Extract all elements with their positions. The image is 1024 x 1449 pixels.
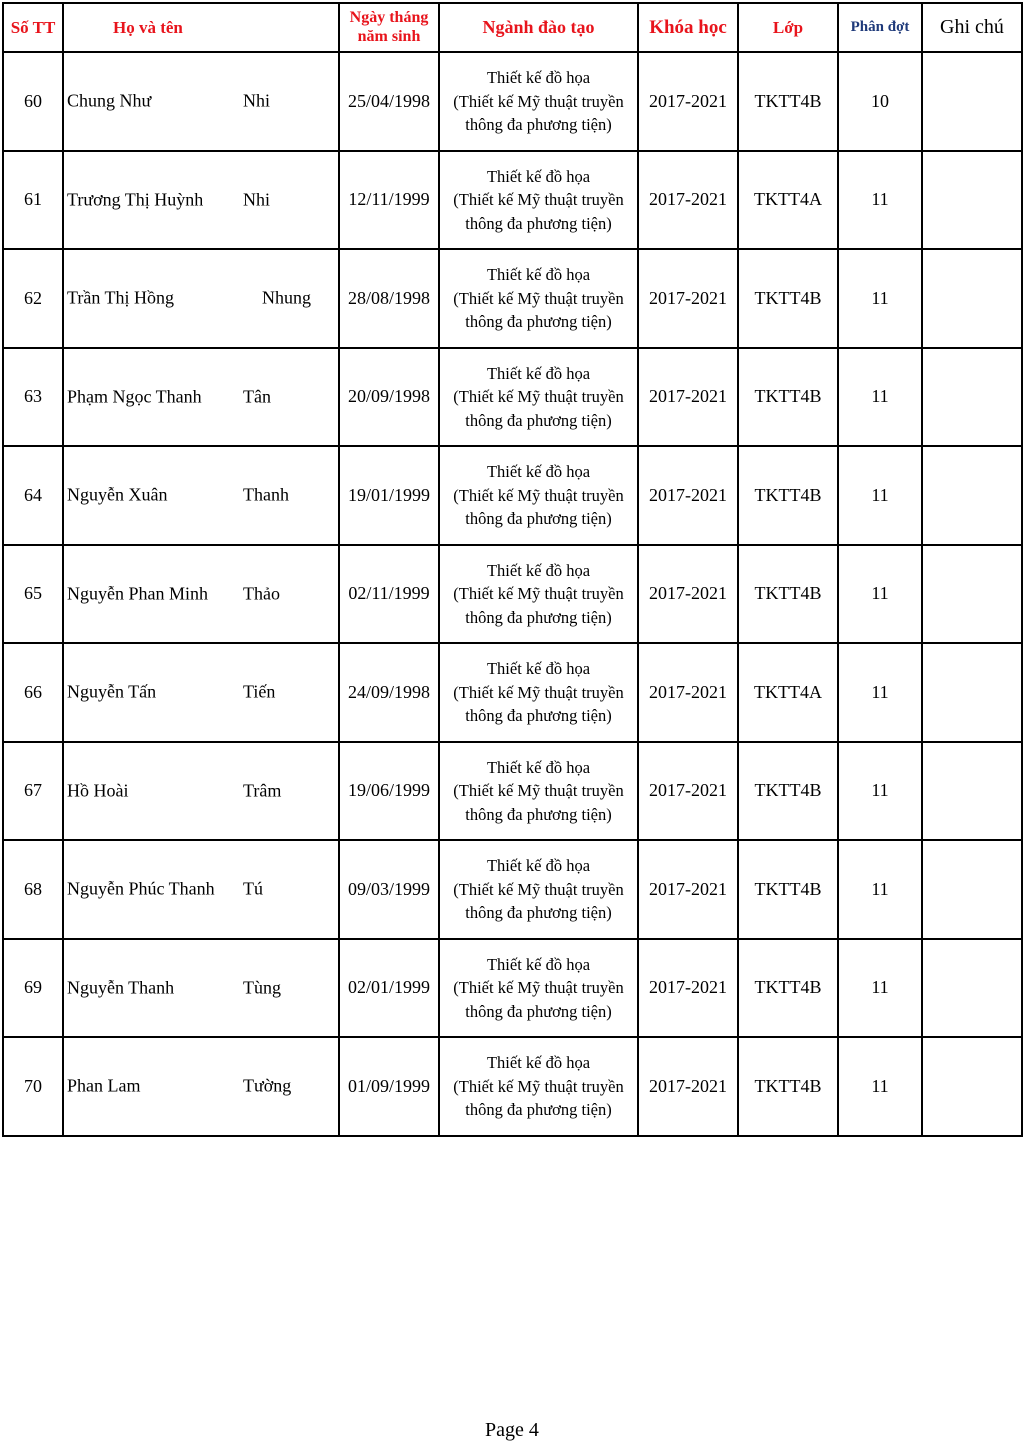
family-name: Tân xyxy=(243,386,271,407)
major-line2: (Thiết kế Mỹ thuật truyền xyxy=(453,879,624,899)
cell-major xyxy=(439,348,638,447)
cell-course: 2017-2021 xyxy=(638,840,738,939)
cell-stt: 61 xyxy=(3,151,63,250)
cell-batch: 11 xyxy=(838,446,922,545)
table-body xyxy=(3,52,1022,1136)
given-name: Chung Như xyxy=(67,90,152,111)
major-line1: Thiết kế đồ họa xyxy=(486,856,591,875)
cell-major xyxy=(439,545,638,644)
cell-class: TKTT4B xyxy=(738,52,838,151)
cell-batch: 11 xyxy=(838,151,922,250)
cell-course: 2017-2021 xyxy=(638,1037,738,1136)
header-course: Khóa học xyxy=(638,3,738,52)
major-line1: Thiết kế đồ họa xyxy=(486,954,591,974)
cell-note xyxy=(922,249,1022,348)
cell-class: TKTT4A xyxy=(738,151,838,250)
major-line1: Thiết kế đồ họa xyxy=(486,265,591,284)
table-row xyxy=(3,151,1022,250)
header-name: Họ và tên xyxy=(63,3,339,52)
given-name: Phạm Ngọc Thanh xyxy=(67,386,202,407)
table-row xyxy=(3,52,1022,151)
cell-major xyxy=(439,742,638,841)
cell-batch: 11 xyxy=(838,840,922,939)
cell-stt: 66 xyxy=(3,643,63,742)
cell-stt: 63 xyxy=(3,348,63,447)
cell-dob: 19/01/1999 xyxy=(339,446,439,545)
header-stt: Số TT xyxy=(3,3,63,52)
major-line1: Thiết kế đồ họa xyxy=(486,462,591,481)
cell-class: TKTT4B xyxy=(738,249,838,348)
header-batch: Phân đợt xyxy=(838,3,922,52)
cell-full-name xyxy=(63,643,339,742)
major-line3: thông đa phương tiện) xyxy=(465,607,612,627)
cell-stt: 65 xyxy=(3,545,63,644)
cell-stt: 68 xyxy=(3,840,63,939)
major-line3: thông đa phương tiện) xyxy=(465,903,612,922)
major-line3: thông đa phương tiện) xyxy=(465,115,612,134)
family-name: Trâm xyxy=(243,780,282,801)
major-line1: Thiết kế đồ họa xyxy=(486,363,591,383)
cell-course: 2017-2021 xyxy=(638,545,738,644)
table-header xyxy=(3,3,1022,52)
table-row xyxy=(3,249,1022,348)
major-line2: (Thiết kế Mỹ thuật truyền xyxy=(453,978,624,997)
cell-dob: 28/08/1998 xyxy=(339,249,439,348)
cell-note xyxy=(922,840,1022,939)
cell-batch: 11 xyxy=(838,1037,922,1136)
cell-course: 2017-2021 xyxy=(638,249,738,348)
cell-stt: 70 xyxy=(3,1037,63,1136)
cell-major xyxy=(439,840,638,939)
given-name: Nguyễn Xuân xyxy=(67,484,168,505)
cell-full-name xyxy=(63,52,339,151)
cell-batch: 11 xyxy=(838,643,922,742)
page-number: Page 4 xyxy=(485,1419,539,1441)
table-row xyxy=(3,545,1022,644)
major-line1: Thiết kế đồ họa xyxy=(486,1053,591,1072)
cell-dob: 09/03/1999 xyxy=(339,840,439,939)
major-line1: Thiết kế đồ họa xyxy=(486,560,591,580)
major-line1: Thiết kế đồ họa xyxy=(486,166,591,186)
cell-dob: 24/09/1998 xyxy=(339,643,439,742)
major-line2: (Thiết kế Mỹ thuật truyền xyxy=(453,682,624,702)
cell-course: 2017-2021 xyxy=(638,742,738,841)
cell-full-name xyxy=(63,348,339,447)
major-line1: Thiết kế đồ họa xyxy=(486,68,591,87)
major-line3: thông đa phương tiện) xyxy=(465,804,612,824)
cell-stt: 62 xyxy=(3,249,63,348)
given-name: Phan Lam xyxy=(67,1075,141,1096)
table-row xyxy=(3,742,1022,841)
cell-full-name xyxy=(63,939,339,1038)
major-line2: (Thiết kế Mỹ thuật truyền xyxy=(453,485,624,505)
given-name: Trương Thị Huỳnh xyxy=(67,189,204,210)
cell-class: TKTT4B xyxy=(738,1037,838,1136)
header-dob-line2: năm sinh xyxy=(357,27,421,45)
cell-major xyxy=(439,446,638,545)
cell-dob: 19/06/1999 xyxy=(339,742,439,841)
major-line3: thông đa phương tiện) xyxy=(465,410,612,430)
cell-class: TKTT4B xyxy=(738,742,838,841)
cell-dob: 01/09/1999 xyxy=(339,1037,439,1136)
family-name: Tường xyxy=(243,1075,292,1096)
major-line3: thông đa phương tiện) xyxy=(465,509,612,528)
cell-class: TKTT4B xyxy=(738,545,838,644)
cell-batch: 11 xyxy=(838,545,922,644)
family-name: Tiến xyxy=(243,681,276,702)
cell-batch: 11 xyxy=(838,742,922,841)
cell-major xyxy=(439,939,638,1038)
major-line2: (Thiết kế Mỹ thuật truyền xyxy=(453,387,624,406)
cell-major xyxy=(439,151,638,250)
cell-class: TKTT4B xyxy=(738,939,838,1038)
cell-full-name xyxy=(63,840,339,939)
family-name: Tú xyxy=(243,878,263,899)
major-line2: (Thiết kế Mỹ thuật truyền xyxy=(453,584,624,603)
cell-major xyxy=(439,1037,638,1136)
cell-major xyxy=(439,249,638,348)
cell-course: 2017-2021 xyxy=(638,151,738,250)
major-line1: Thiết kế đồ họa xyxy=(486,757,591,777)
cell-full-name xyxy=(63,742,339,841)
cell-dob: 02/11/1999 xyxy=(339,545,439,644)
major-line3: thông đa phương tiện) xyxy=(465,213,612,233)
family-name: Nhung xyxy=(262,287,311,308)
cell-stt: 69 xyxy=(3,939,63,1038)
cell-course: 2017-2021 xyxy=(638,939,738,1038)
cell-stt: 64 xyxy=(3,446,63,545)
cell-dob: 20/09/1998 xyxy=(339,348,439,447)
family-name: Tùng xyxy=(243,977,281,998)
major-line2: (Thiết kế Mỹ thuật truyền xyxy=(453,91,624,111)
given-name: Trần Thị Hồng xyxy=(67,287,175,308)
major-line3: thông đa phương tiện) xyxy=(465,706,612,725)
table-row xyxy=(3,939,1022,1038)
major-line2: (Thiết kế Mỹ thuật truyền xyxy=(453,1076,624,1096)
table-row xyxy=(3,643,1022,742)
cell-batch: 11 xyxy=(838,348,922,447)
cell-dob: 12/11/1999 xyxy=(339,151,439,250)
cell-full-name xyxy=(63,151,339,250)
family-name: Thảo xyxy=(243,583,280,604)
major-line2: (Thiết kế Mỹ thuật truyền xyxy=(453,781,624,800)
cell-batch: 11 xyxy=(838,939,922,1038)
student-roster-table xyxy=(2,2,1023,1137)
cell-note xyxy=(922,742,1022,841)
cell-note xyxy=(922,52,1022,151)
header-dob xyxy=(339,3,439,52)
cell-major xyxy=(439,643,638,742)
cell-note xyxy=(922,1037,1022,1136)
cell-note xyxy=(922,643,1022,742)
cell-note xyxy=(922,939,1022,1038)
family-name: Nhi xyxy=(243,189,270,210)
table-row xyxy=(3,1037,1022,1136)
given-name: Nguyễn Tấn xyxy=(67,681,157,702)
header-row xyxy=(3,3,1022,52)
cell-batch: 10 xyxy=(838,52,922,151)
cell-note xyxy=(922,348,1022,447)
table-row xyxy=(3,348,1022,447)
cell-dob: 25/04/1998 xyxy=(339,52,439,151)
cell-class: TKTT4B xyxy=(738,348,838,447)
cell-full-name xyxy=(63,545,339,644)
cell-full-name xyxy=(63,1037,339,1136)
cell-class: TKTT4B xyxy=(738,840,838,939)
cell-note xyxy=(922,545,1022,644)
given-name: Hồ Hoài xyxy=(67,780,129,801)
cell-dob: 02/01/1999 xyxy=(339,939,439,1038)
cell-course: 2017-2021 xyxy=(638,446,738,545)
major-line3: thông đa phương tiện) xyxy=(465,312,612,331)
header-major: Ngành đào tạo xyxy=(439,3,638,52)
cell-full-name xyxy=(63,249,339,348)
cell-batch: 11 xyxy=(838,249,922,348)
family-name: Thanh xyxy=(243,484,289,505)
cell-course: 2017-2021 xyxy=(638,348,738,447)
cell-major xyxy=(439,52,638,151)
given-name: Nguyễn Phan Minh xyxy=(67,583,208,604)
cell-note xyxy=(922,151,1022,250)
given-name: Nguyễn Thanh xyxy=(67,977,175,998)
cell-course: 2017-2021 xyxy=(638,52,738,151)
table-row xyxy=(3,840,1022,939)
major-line3: thông đa phương tiện) xyxy=(465,1001,612,1021)
major-line1: Thiết kế đồ họa xyxy=(486,659,591,678)
cell-stt: 60 xyxy=(3,52,63,151)
cell-full-name xyxy=(63,446,339,545)
header-dob-line1: Ngày tháng xyxy=(349,9,429,27)
table-row xyxy=(3,446,1022,545)
major-line2: (Thiết kế Mỹ thuật truyền xyxy=(453,190,624,209)
header-note: Ghi chú xyxy=(922,3,1022,52)
given-name: Nguyễn Phúc Thanh xyxy=(67,878,215,899)
major-line3: thông đa phương tiện) xyxy=(465,1100,612,1119)
cell-class: TKTT4A xyxy=(738,643,838,742)
cell-stt: 67 xyxy=(3,742,63,841)
major-line2: (Thiết kế Mỹ thuật truyền xyxy=(453,288,624,308)
cell-note xyxy=(922,446,1022,545)
cell-course: 2017-2021 xyxy=(638,643,738,742)
header-class: Lớp xyxy=(738,3,838,52)
cell-class: TKTT4B xyxy=(738,446,838,545)
family-name: Nhi xyxy=(243,90,270,111)
